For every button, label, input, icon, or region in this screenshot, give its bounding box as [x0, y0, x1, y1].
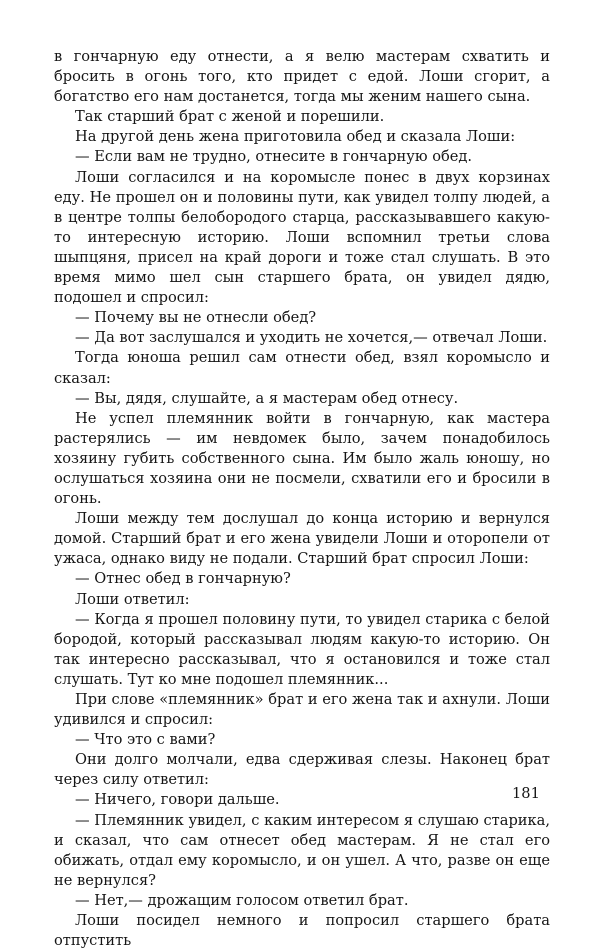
paragraph-18: — Ничего, говори дальше.	[75, 791, 280, 809]
paragraph-4: — Если вам не трудно, отнесите в гончарную обед.	[75, 148, 473, 166]
paragraph-10: Не успел племянник войти в гончарную, как мастера растерялись — им невдомек было, зачем понадобилось хозяину губить собственного сына. Им было жаль юношу, но ослушаться хозяина они не посмели, схватили его и бросили в огонь.	[54, 409, 550, 508]
page-number: 181	[512, 785, 540, 802]
paragraph-11: Лоши между тем дослушал до конца историю и вернулся домой. Старший брат и его жена увидели Лоши и оторопели от ужаса, однако виду не подали. Старший брат спросил Лоши:	[54, 510, 550, 568]
page-text	[54, 47, 550, 951]
paragraph-13: Лоши ответил:	[75, 590, 190, 608]
paragraph-21: Лоши посидел немного и попросил старшего брата отпустить	[54, 912, 550, 950]
paragraph-8: Тогда юноша решил сам отнести обед, взял коромысло и сказал:	[54, 349, 550, 387]
paragraph-9: — Вы, дядя, слушайте, а я мастерам обед отнесу.	[75, 389, 459, 407]
paragraph-14: — Когда я прошел половину пути, то увидел старика с белой бородой, который рассказывал людям какую-то историю. Он так интересно рассказывал, что я остановился и тоже стал слушать. Тут ко мне подошел племянник...	[54, 610, 550, 688]
paragraph-5: Лоши согласился и на коромысле понес в двух корзинах еду. Не прошел он и половины пути, как увидел толпу людей, а в центре толпы белобородого старца, рассказывавшего какую-то интересную историю. Лоши вспомнил третьи слова шыпцяня, присел на край дороги и тоже стал слушать. В это время мимо шел сын старшего брата, он увидел дядю, подошел и спросил:	[54, 168, 550, 307]
paragraph-15: При слове «племянник» брат и его жена так и ахнули. Лоши удивился и спросил:	[54, 691, 550, 729]
paragraph-16: — Что это с вами?	[75, 731, 216, 749]
paragraph-1: в гончарную еду отнести, а я велю мастерам схватить и бросить в огонь того, кто придет с едой. Лоши сгорит, а богатство его нам достанется, тогда мы женим нашего сына.	[54, 48, 550, 106]
paragraph-12: — Отнес обед в гончарную?	[75, 570, 291, 588]
paragraph-20: — Нет,— дрожащим голосом ответил брат.	[75, 891, 409, 909]
paragraph-3: На другой день жена приготовила обед и сказала Лоши:	[75, 128, 516, 146]
paragraph-7: — Да вот заслушался и уходить не хочется,— отвечал Лоши.	[75, 329, 548, 347]
paragraph-6: — Почему вы не отнесли обед?	[75, 309, 317, 327]
paragraph-2: Так старший брат с женой и порешили.	[75, 108, 385, 126]
paragraph-17: Они долго молчали, едва сдерживая слезы. Наконец брат через силу ответил:	[54, 751, 550, 789]
paragraph-19: — Племянник увидел, с каким интересом я слушаю старика, и сказал, что сам отнесет обед мастерам. Я не стал его обижать, отдал ему коромысло, и он ушел. А что, разве он еще не вернулся?	[54, 811, 550, 889]
